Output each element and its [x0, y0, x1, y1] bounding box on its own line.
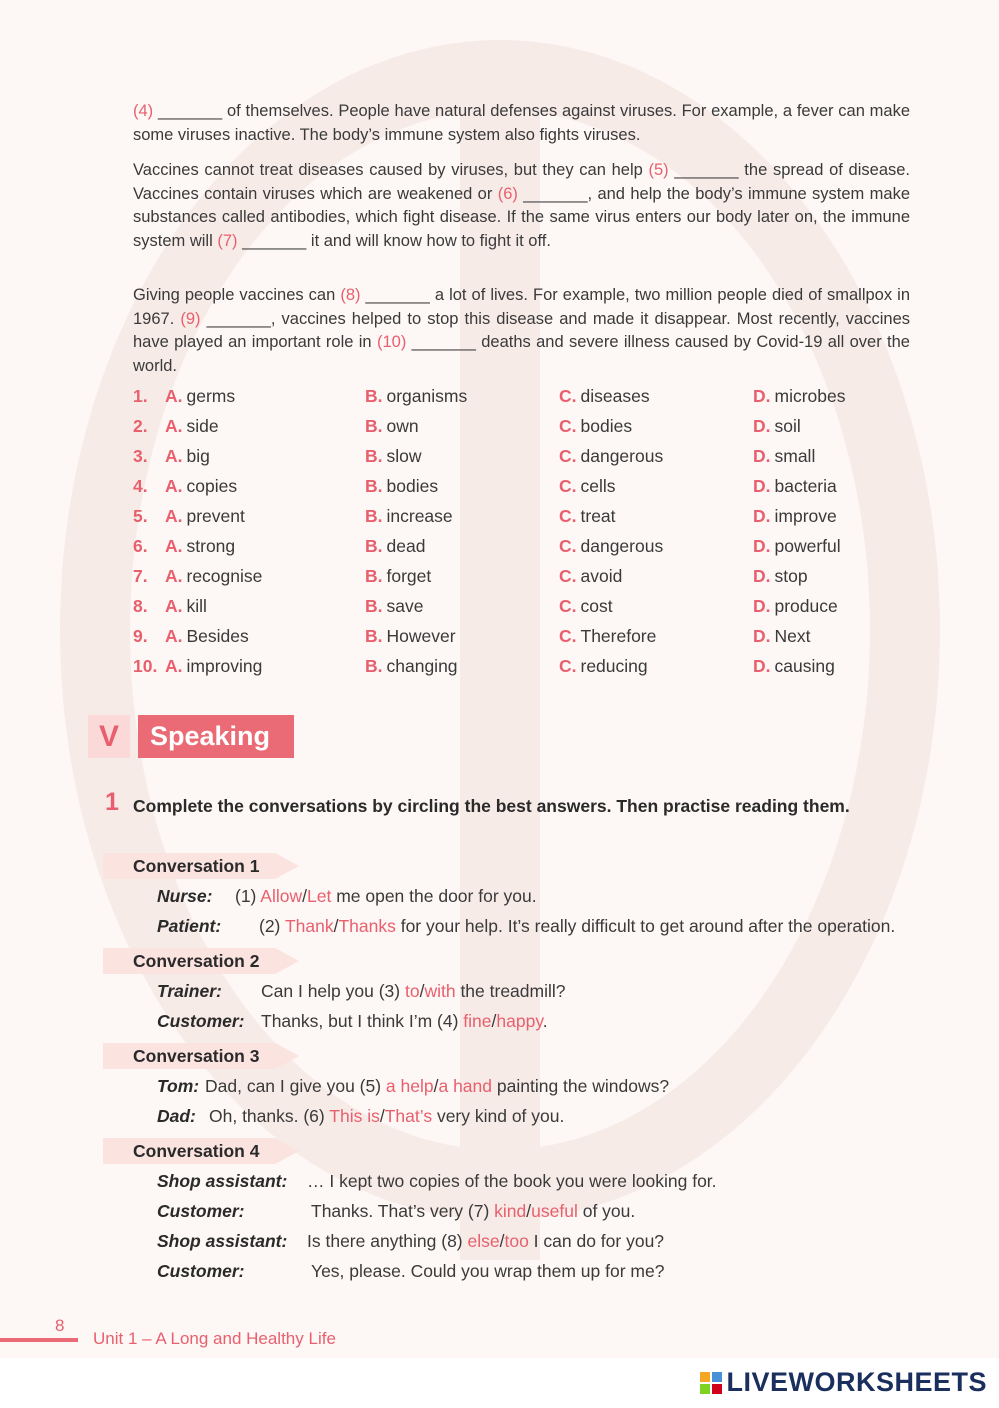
answer-choice[interactable]: Thank [284, 916, 334, 936]
dialogue-text: / [419, 981, 425, 1001]
option-word: However [386, 626, 456, 646]
option-letter: A. [165, 446, 183, 466]
dialogue-text: the treadmill? [455, 981, 566, 1001]
dialogue-text: / [526, 1201, 532, 1221]
dialogue-text: Oh, thanks. (6) [209, 1106, 330, 1126]
question-number: 1. [133, 386, 148, 406]
liveworksheets-logo[interactable] [700, 1367, 987, 1398]
option-letter: B. [365, 596, 383, 616]
option-word: own [386, 416, 419, 436]
option-c[interactable] [559, 653, 648, 679]
speaker-name: Customer: [157, 1261, 245, 1281]
passage-text: _______ it and will know how to fight it off. [237, 231, 551, 250]
question-number: 10. [133, 656, 158, 676]
question-number: 6. [133, 536, 148, 556]
option-c[interactable] [559, 533, 663, 559]
conversation-title: Conversation 4 [103, 1138, 275, 1164]
logo-square [700, 1372, 710, 1382]
option-letter: C. [559, 416, 577, 436]
passage-text: of themselves. People have natural defenses against viruses. For example, a fever can make some viruses inactive. The body’s immune system also fights viruses. [133, 102, 911, 144]
answer-choice[interactable]: too [504, 1231, 529, 1251]
answer-choice[interactable]: with [424, 981, 456, 1001]
question-row [133, 623, 933, 653]
blank-number: (5) [648, 161, 669, 179]
option-word: dead [386, 536, 426, 556]
option-word: powerful [774, 536, 841, 556]
option-letter: C. [559, 506, 577, 526]
speaker-name: Customer: [157, 1011, 245, 1031]
dialogue-text: of you. [577, 1201, 636, 1221]
answer-choice[interactable]: Thanks [338, 916, 396, 936]
option-word: Besides [186, 626, 249, 646]
option-b[interactable] [365, 653, 458, 679]
option-word: slow [386, 446, 422, 466]
option-a[interactable] [165, 503, 245, 529]
blank-number: (10) [376, 333, 407, 351]
option-word: cells [580, 476, 616, 496]
option-letter: C. [559, 536, 577, 556]
option-word: diseases [580, 386, 650, 406]
blank-number: (7) [217, 231, 238, 250]
option-b[interactable] [365, 413, 419, 439]
dialogue-text: Can I help you (3) [261, 981, 405, 1001]
option-word: Next [774, 626, 811, 646]
option-a[interactable] [165, 623, 249, 649]
question-row [133, 413, 933, 443]
dialogue-line [157, 1199, 635, 1223]
option-word: improving [186, 656, 263, 676]
passage-text: _______ deaths and severe illness caused by Covid-19 all over the world. [133, 333, 910, 375]
option-letter: A. [165, 476, 183, 496]
question-row [133, 383, 933, 413]
question-row [133, 653, 933, 683]
option-letter: B. [365, 476, 383, 496]
passage-text: _______ [153, 102, 227, 120]
option-word: dangerous [580, 536, 664, 556]
option-word: small [774, 446, 816, 466]
option-a[interactable] [165, 563, 262, 589]
conversation-title: Conversation 3 [103, 1043, 275, 1069]
question-number: 9. [133, 626, 148, 646]
option-word: side [186, 416, 219, 436]
option-b[interactable] [365, 563, 431, 589]
logo-square [712, 1372, 722, 1382]
answer-choice[interactable]: Let [307, 886, 332, 906]
dialogue-text: Thanks, but I think I’m (4) [261, 1011, 464, 1031]
option-letter: D. [753, 626, 771, 646]
option-word: germs [186, 386, 236, 406]
option-b[interactable] [365, 443, 422, 469]
task-instruction: Complete the conversations by circling the best answers. Then practise reading them. [133, 796, 850, 816]
option-word: cost [580, 596, 613, 616]
option-letter: B. [365, 506, 383, 526]
option-letter: C. [559, 446, 577, 466]
option-b[interactable] [365, 473, 438, 499]
page-number: 8 [55, 1316, 65, 1335]
answer-choice[interactable]: to [404, 981, 420, 1001]
option-word: stop [774, 566, 808, 586]
option-letter: D. [753, 656, 771, 676]
option-letter: A. [165, 416, 183, 436]
dialogue-text: / [491, 1011, 497, 1031]
option-b[interactable] [365, 533, 425, 559]
option-d[interactable] [753, 473, 837, 499]
dialogue-text: me open the door for you. [331, 886, 537, 906]
option-c[interactable] [559, 383, 650, 409]
option-word: organisms [386, 386, 468, 406]
dialogue-text: (1) [235, 886, 261, 906]
dialogue-text: … I kept two copies of the book you were looking for. [307, 1171, 717, 1191]
question-number: 8. [133, 596, 148, 616]
option-word: bodies [580, 416, 633, 436]
dialogue-text: Yes, please. Could you wrap them up for me? [311, 1261, 665, 1281]
option-word: forget [386, 566, 432, 586]
option-d[interactable] [753, 563, 808, 589]
section-number: V [88, 715, 130, 758]
option-word: save [386, 596, 424, 616]
speaker-name: Tom: [157, 1076, 200, 1096]
dialogue-line [157, 1229, 664, 1253]
option-letter: C. [559, 566, 577, 586]
option-word: big [186, 446, 210, 466]
option-d[interactable] [753, 413, 801, 439]
option-word: copies [186, 476, 238, 496]
footer-rule [0, 1338, 78, 1342]
dialogue-text: Is there anything (8) [307, 1231, 468, 1251]
option-letter: A. [165, 386, 183, 406]
answer-choice[interactable]: a help [385, 1076, 434, 1096]
option-d[interactable] [753, 503, 837, 529]
option-word: improve [774, 506, 837, 526]
passage-text: _______, vaccines helped to stop this disease and made it disappear. Most recently, vaccines have played an important role in [133, 309, 910, 351]
answer-choice[interactable]: useful [531, 1201, 578, 1221]
option-letter: B. [365, 566, 383, 586]
answer-choice[interactable]: fine [463, 1011, 492, 1031]
question-number: 4. [133, 476, 148, 496]
option-letter: B. [365, 386, 383, 406]
option-a[interactable] [165, 413, 219, 439]
option-word: reducing [580, 656, 648, 676]
question-row [133, 503, 933, 533]
question-row [133, 563, 933, 593]
speaker-name: Dad: [157, 1106, 196, 1126]
option-letter: A. [165, 536, 183, 556]
option-word: causing [774, 656, 835, 676]
option-letter: B. [365, 446, 383, 466]
option-d[interactable] [753, 593, 838, 619]
passage-text: _______ a lot of lives. For example, two million people died of smallpox in 1967. [133, 286, 910, 328]
option-c[interactable] [559, 443, 663, 469]
passage-text: Vaccines cannot treat diseases caused by viruses, but they can help [133, 161, 649, 179]
option-a[interactable] [165, 383, 235, 409]
option-b[interactable] [365, 593, 423, 619]
logo-square [712, 1384, 722, 1394]
option-word: microbes [774, 386, 846, 406]
dialogue-text: / [379, 1106, 385, 1126]
dialogue-text: (2) [259, 916, 285, 936]
speaker-name: Shop assistant: [157, 1171, 288, 1191]
option-b[interactable] [365, 623, 456, 649]
dialogue-line [157, 1169, 717, 1193]
dialogue-text: / [433, 1076, 439, 1096]
blank-number: (9) [180, 309, 201, 328]
question-number: 2. [133, 416, 148, 436]
option-d[interactable] [753, 443, 815, 469]
dialogue-text: painting the windows? [492, 1076, 670, 1096]
dialogue-text: / [333, 916, 339, 936]
option-d[interactable] [753, 383, 846, 409]
option-c[interactable] [559, 593, 613, 619]
answer-choice[interactable]: This is [329, 1106, 380, 1126]
option-letter: A. [165, 596, 183, 616]
dialogue-text: I can do for you? [528, 1231, 665, 1251]
option-a[interactable] [165, 653, 262, 679]
option-word: recognise [186, 566, 263, 586]
blank-number: (8) [340, 286, 361, 304]
passage-paragraph-1 [133, 100, 910, 147]
option-letter: B. [365, 536, 383, 556]
option-c[interactable] [559, 563, 622, 589]
option-a[interactable] [165, 593, 207, 619]
question-row [133, 533, 933, 563]
blank-number: (4) [133, 102, 154, 120]
option-c[interactable] [559, 623, 656, 649]
speaker-name: Patient: [157, 916, 222, 936]
question-number: 5. [133, 506, 148, 526]
dialogue-line [157, 1009, 548, 1033]
speaker-name: Customer: [157, 1201, 245, 1221]
dialogue-text: very kind of you. [432, 1106, 565, 1126]
question-row [133, 473, 933, 503]
option-a[interactable] [165, 533, 235, 559]
dialogue-text: Dad, can I give you (5) [205, 1076, 386, 1096]
option-letter: D. [753, 596, 771, 616]
option-letter: C. [559, 476, 577, 496]
option-letter: A. [165, 566, 183, 586]
option-word: Therefore [580, 626, 657, 646]
option-d[interactable] [753, 533, 841, 559]
option-letter: B. [365, 626, 383, 646]
option-letter: D. [753, 536, 771, 556]
logo-icon [700, 1372, 722, 1394]
unit-title: Unit 1 – A Long and Healthy Life [93, 1329, 336, 1348]
answer-choice[interactable]: else [467, 1231, 500, 1251]
option-c[interactable] [559, 413, 632, 439]
question-row [133, 593, 933, 623]
option-letter: B. [365, 416, 383, 436]
answer-choice[interactable]: a hand [438, 1076, 493, 1096]
answer-choice[interactable]: happy [496, 1011, 543, 1031]
option-word: increase [386, 506, 453, 526]
passage-paragraph-3 [133, 284, 910, 378]
dialogue-text: Thanks. That’s very (7) [311, 1201, 495, 1221]
option-letter: A. [165, 656, 183, 676]
option-c[interactable] [559, 473, 616, 499]
option-a[interactable] [165, 443, 210, 469]
option-d[interactable] [753, 653, 835, 679]
option-word: bacteria [774, 476, 837, 496]
speaker-name: Trainer: [157, 981, 222, 1001]
passage-text: _______, and help the body’s immune system make substances called antibodies, which fight disease. If the same virus enters our body later on, the immune system will [133, 184, 911, 250]
speaker-name: Nurse: [157, 886, 213, 906]
option-word: produce [774, 596, 838, 616]
option-letter: D. [753, 476, 771, 496]
dialogue-line [157, 884, 537, 908]
option-word: bodies [386, 476, 439, 496]
option-letter: D. [753, 446, 771, 466]
option-letter: B. [365, 656, 383, 676]
option-letter: A. [165, 506, 183, 526]
conversation-title: Conversation 2 [103, 948, 275, 974]
answer-choice[interactable]: kind [494, 1201, 527, 1221]
passage-paragraph-2 [133, 159, 910, 253]
dialogue-line [157, 1104, 564, 1128]
question-row [133, 443, 933, 473]
answer-choice[interactable]: That’s [384, 1106, 433, 1126]
option-word: avoid [580, 566, 623, 586]
answer-options [133, 383, 933, 683]
blank-number: (6) [497, 184, 518, 203]
option-letter: A. [165, 626, 183, 646]
logo-square [700, 1384, 710, 1394]
option-letter: C. [559, 596, 577, 616]
passage-text: _______ the spread of disease. Vaccines contain viruses which are weakened or [133, 161, 911, 203]
option-word: changing [386, 656, 458, 676]
option-letter: D. [753, 386, 771, 406]
option-letter: D. [753, 566, 771, 586]
option-d[interactable] [753, 623, 810, 649]
option-letter: C. [559, 626, 577, 646]
option-letter: D. [753, 416, 771, 436]
dialogue-line [157, 914, 895, 938]
option-letter: D. [753, 506, 771, 526]
speaker-name: Shop assistant: [157, 1231, 288, 1251]
option-b[interactable] [365, 503, 453, 529]
dialogue-line [157, 979, 566, 1003]
option-word: soil [774, 416, 801, 436]
option-word: strong [186, 536, 236, 556]
option-word: prevent [186, 506, 245, 526]
dialogue-text: . [542, 1011, 548, 1031]
task-number: 1 [105, 788, 119, 816]
option-word: kill [186, 596, 207, 616]
logo-text: LIVEWORKSHEETS [726, 1367, 987, 1397]
question-number: 7. [133, 566, 148, 586]
option-word: treat [580, 506, 616, 526]
option-b[interactable] [365, 383, 467, 409]
dialogue-line [157, 1074, 669, 1098]
dialogue-text: / [499, 1231, 505, 1251]
option-letter: C. [559, 656, 577, 676]
dialogue-text: / [302, 886, 307, 906]
dialogue-text: for your help. It’s really difficult to get around after the operation. [395, 916, 896, 936]
passage-text: Giving people vaccines can [133, 286, 341, 304]
answer-choice[interactable]: Allow [260, 886, 303, 906]
dialogue-line [157, 1259, 664, 1283]
option-letter: C. [559, 386, 577, 406]
option-word: dangerous [580, 446, 664, 466]
option-c[interactable] [559, 503, 616, 529]
conversation-title: Conversation 1 [103, 853, 275, 879]
question-number: 3. [133, 446, 148, 466]
section-title: Speaking [138, 715, 294, 758]
option-a[interactable] [165, 473, 237, 499]
